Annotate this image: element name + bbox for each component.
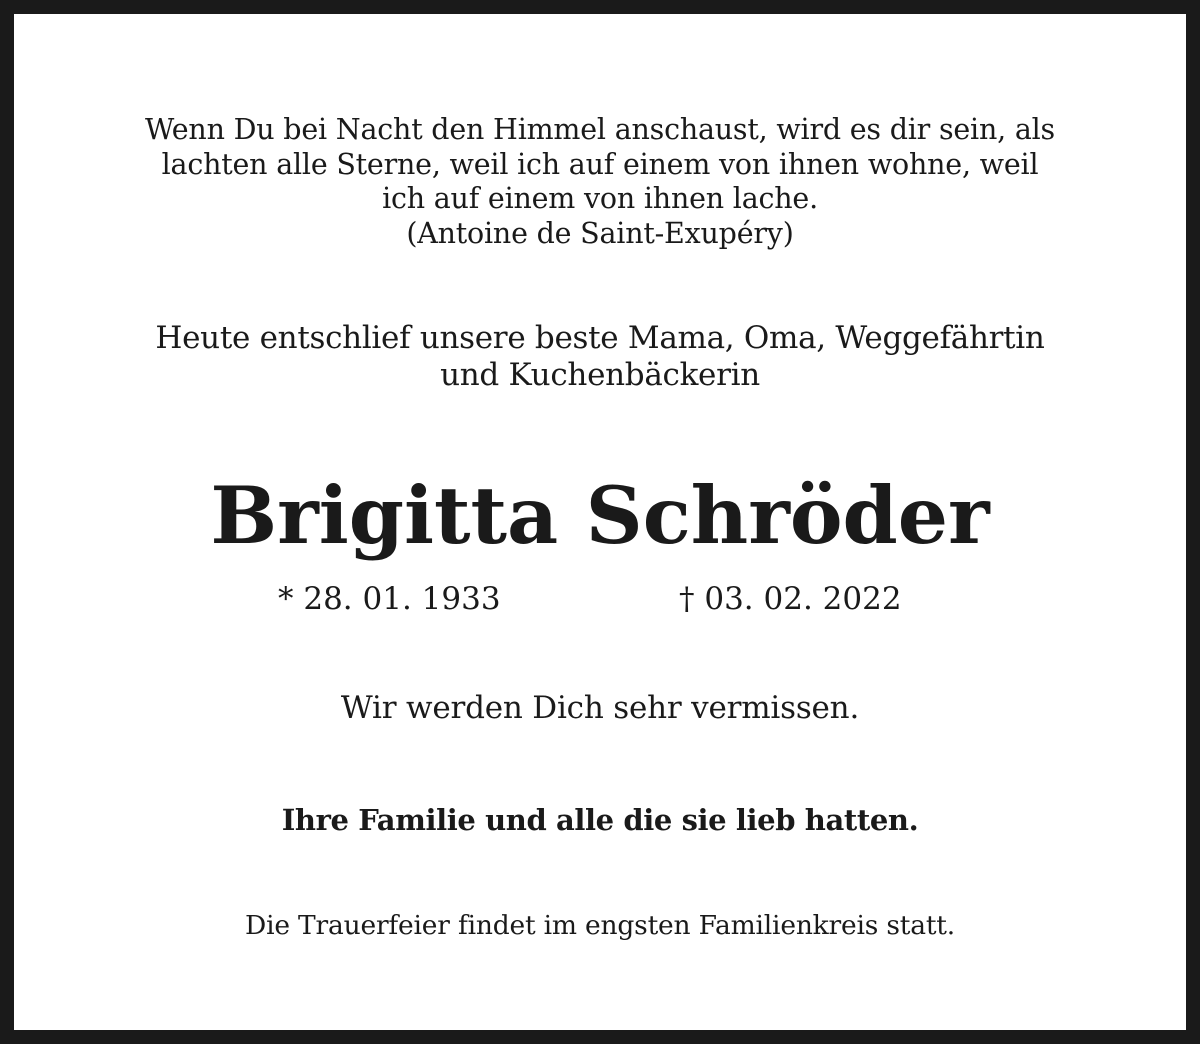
- quote-line: ich auf einem von ihnen lache.: [382, 182, 818, 215]
- funeral-service-note: Die Trauerfeier findet im engsten Familienkreis statt.: [245, 910, 955, 941]
- intro-line: und Kuchenbäckerin: [440, 357, 760, 393]
- farewell-message: Wir werden Dich sehr vermissen.: [340, 690, 860, 726]
- death-date: † 03. 02. 2022: [679, 581, 902, 617]
- birth-date: * 28. 01. 1933: [278, 581, 501, 617]
- quote-attribution: (Antoine de Saint-Exupéry): [406, 216, 794, 250]
- saint-exupery-quote: [14, 113, 1186, 251]
- quote-line: lachten alle Sterne, weil ich auf einem von ihnen wohne, weil: [161, 147, 1039, 181]
- quote-line: Wenn Du bei Nacht den Himmel anschaust, wird es dir sein, als: [145, 113, 1055, 146]
- deceased-name: Brigitta Schröder: [210, 469, 990, 562]
- intro-line: Heute entschlief unsere beste Mama, Oma, Weggefährtin: [155, 320, 1045, 356]
- intro-text: [14, 320, 1186, 394]
- life-dates: [14, 574, 1186, 634]
- family-signature: Ihre Familie und alle die sie lieb hatten.: [281, 803, 919, 837]
